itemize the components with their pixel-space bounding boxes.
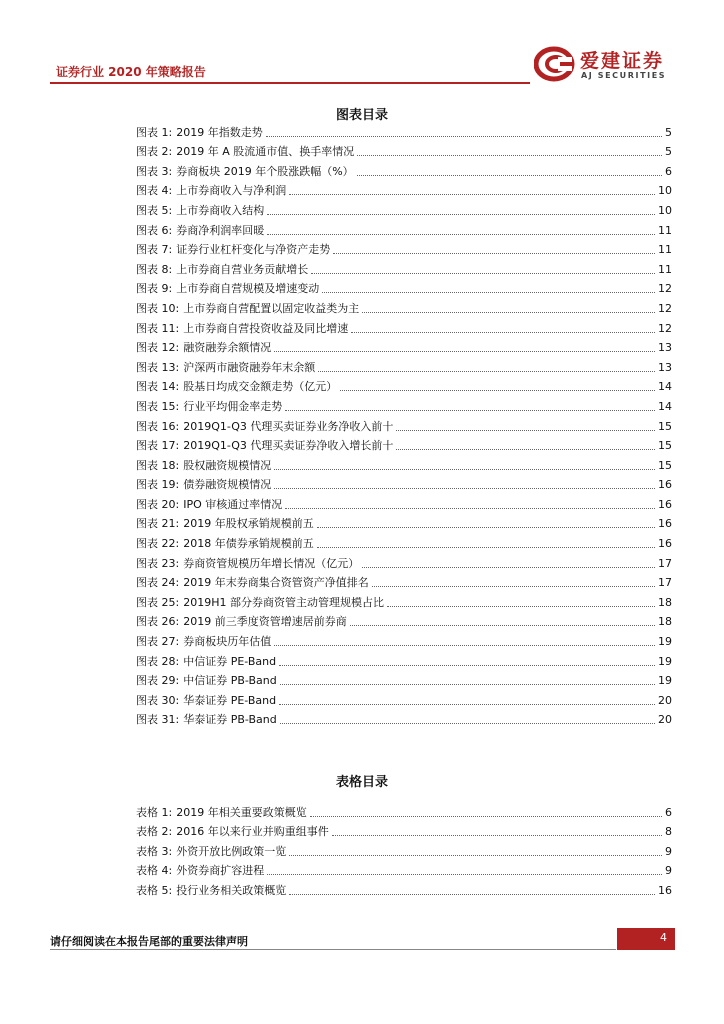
toc-entry[interactable] xyxy=(136,257,672,277)
toc-entry[interactable] xyxy=(136,820,672,840)
toc-entry-page: 12 xyxy=(658,282,672,296)
toc-entry-title: 股基日均成交金额走势（亿元） xyxy=(183,380,338,394)
toc-entry-label: 图表 23: xyxy=(136,556,180,570)
toc-entry-title: 投行业务相关政策概览 xyxy=(176,883,287,897)
toc-entry-page: 20 xyxy=(658,693,672,707)
toc-leader-dots xyxy=(289,894,655,895)
toc-entry-page: 19 xyxy=(658,674,672,688)
toc-entry-label: 图表 28: xyxy=(136,654,180,668)
toc-entry[interactable] xyxy=(136,649,672,669)
toc-entry[interactable] xyxy=(136,198,672,218)
toc-entry-label: 图表 7: xyxy=(136,243,173,257)
toc-entry-title: 上市券商自营业务贡献增长 xyxy=(176,262,309,276)
toc-entry-page: 11 xyxy=(658,243,672,257)
toc-entry-title: 2019 年指数走势 xyxy=(176,125,263,139)
toc-leader-dots xyxy=(350,625,655,626)
toc-entry-title: 股权融资规模情况 xyxy=(183,458,272,472)
toc-entry-page: 20 xyxy=(658,713,672,727)
toc-leader-dots xyxy=(333,253,655,254)
toc-leader-dots xyxy=(274,351,655,352)
toc-entry-page: 6 xyxy=(665,164,672,178)
toc-entry[interactable] xyxy=(136,571,672,591)
toc-entry-label: 图表 16: xyxy=(136,419,180,433)
toc-entry[interactable] xyxy=(136,839,672,859)
toc-entry-title: 2016 年以来行业并购重组事件 xyxy=(176,825,329,839)
toc-entry-page: 9 xyxy=(665,864,672,878)
toc-entry-page: 5 xyxy=(665,125,672,139)
toc-entry[interactable] xyxy=(136,878,672,898)
toc-entry-page: 17 xyxy=(658,576,672,590)
toc-leader-dots xyxy=(372,586,655,587)
toc-entry-title: 券商净利润率回暖 xyxy=(176,223,265,237)
toc-entry-title: 上市券商自营投资收益及同比增速 xyxy=(183,321,349,335)
toc-entry[interactable] xyxy=(136,394,672,414)
toc-entry-page: 13 xyxy=(658,360,672,374)
toc-leader-dots xyxy=(332,835,662,836)
toc-entry-page: 12 xyxy=(658,321,672,335)
toc-entry-page: 12 xyxy=(658,301,672,315)
toc-entry-title: 外资券商扩容进程 xyxy=(176,864,265,878)
toc-entry-page: 16 xyxy=(658,883,672,897)
toc-leader-dots xyxy=(267,874,662,875)
toc-entry[interactable] xyxy=(136,512,672,532)
toc-entry-page: 9 xyxy=(665,844,672,858)
toc-entry-title: 上市券商收入与净利润 xyxy=(176,184,287,198)
toc-entry[interactable] xyxy=(136,453,672,473)
toc-entry-page: 16 xyxy=(658,497,672,511)
toc-entry[interactable] xyxy=(136,800,672,820)
toc-entry-label: 图表 9: xyxy=(136,282,173,296)
toc-entry-label: 图表 21: xyxy=(136,517,180,531)
toc-entry-page: 19 xyxy=(658,654,672,668)
toc-entry[interactable] xyxy=(136,492,672,512)
toc-leader-dots xyxy=(351,332,655,333)
toc-entry-title: 融资融券余额情况 xyxy=(183,341,272,355)
toc-entry-title: 2019H1 部分券商资管主动管理规模占比 xyxy=(183,595,384,609)
toc-leader-dots xyxy=(279,665,655,666)
toc-entry-label: 图表 8: xyxy=(136,262,173,276)
toc-entry-title: IPO 审核通过率情况 xyxy=(183,497,283,511)
figures-toc-list xyxy=(136,120,672,727)
toc-leader-dots xyxy=(340,390,655,391)
page-number: 4 xyxy=(660,931,667,944)
toc-entry[interactable] xyxy=(136,551,672,571)
toc-entry[interactable] xyxy=(136,336,672,356)
toc-entry[interactable] xyxy=(136,708,672,728)
toc-entry-label: 表格 5: xyxy=(136,883,173,897)
toc-entry-page: 14 xyxy=(658,380,672,394)
toc-entry-title: 债券融资规模情况 xyxy=(183,478,272,492)
toc-leader-dots xyxy=(322,292,655,293)
logo-chinese-name: 爱建证券 xyxy=(580,50,665,72)
toc-entry-title: 2019 年股权承销规模前五 xyxy=(183,517,314,531)
toc-entry-page: 18 xyxy=(658,615,672,629)
toc-leader-dots xyxy=(274,469,655,470)
toc-entry-title: 2019 前三季度资管增速居前券商 xyxy=(183,615,347,629)
toc-entry-label: 图表 5: xyxy=(136,203,173,217)
toc-entry-label: 图表 3: xyxy=(136,164,173,178)
toc-entry-page: 16 xyxy=(658,517,672,531)
toc-entry-label: 图表 30: xyxy=(136,693,180,707)
toc-entry-label: 图表 4: xyxy=(136,184,173,198)
toc-leader-dots xyxy=(267,214,655,215)
toc-entry[interactable] xyxy=(136,316,672,336)
toc-leader-dots xyxy=(310,816,662,817)
toc-entry[interactable] xyxy=(136,238,672,258)
toc-entry-page: 15 xyxy=(658,439,672,453)
toc-entry-page: 15 xyxy=(658,419,672,433)
toc-entry-title: 上市券商自营规模及增速变动 xyxy=(176,282,320,296)
toc-leader-dots xyxy=(285,508,655,509)
toc-entry[interactable] xyxy=(136,218,672,238)
toc-entry[interactable] xyxy=(136,610,672,630)
brand-logo xyxy=(534,44,684,84)
toc-entry[interactable] xyxy=(136,669,672,689)
toc-entry[interactable] xyxy=(136,414,672,434)
toc-leader-dots xyxy=(279,704,655,705)
toc-entry[interactable] xyxy=(136,590,672,610)
toc-entry[interactable] xyxy=(136,296,672,316)
toc-entry-label: 图表 22: xyxy=(136,537,180,551)
toc-entry-label: 图表 1: xyxy=(136,125,173,139)
toc-leader-dots xyxy=(362,567,655,568)
toc-entry-label: 图表 20: xyxy=(136,497,180,511)
page-number-badge xyxy=(617,928,675,950)
toc-leader-dots xyxy=(357,175,662,176)
toc-entry-label: 图表 18: xyxy=(136,458,180,472)
toc-leader-dots xyxy=(311,273,655,274)
toc-entry[interactable] xyxy=(136,859,672,879)
toc-leader-dots xyxy=(318,371,655,372)
toc-entry-title: 上市券商收入结构 xyxy=(176,203,265,217)
toc-entry[interactable] xyxy=(136,159,672,179)
toc-entry-page: 18 xyxy=(658,595,672,609)
toc-leader-dots xyxy=(266,136,662,137)
toc-entry-label: 图表 31: xyxy=(136,713,180,727)
toc-entry-page: 11 xyxy=(658,262,672,276)
toc-leader-dots xyxy=(387,606,655,607)
toc-entry[interactable] xyxy=(136,688,672,708)
toc-entry-title: 外资开放比例政策一览 xyxy=(176,844,287,858)
toc-entry-title: 上市券商自营配置以固定收益类为主 xyxy=(183,301,360,315)
toc-entry-label: 图表 17: xyxy=(136,439,180,453)
toc-entry-page: 15 xyxy=(658,458,672,472)
toc-entry-title: 沪深两市融资融券年末余额 xyxy=(183,360,316,374)
legal-disclaimer: 请仔细阅读在本报告尾部的重要法律声明 xyxy=(50,935,248,948)
toc-entry-label: 图表 10: xyxy=(136,301,180,315)
toc-leader-dots xyxy=(362,312,655,313)
toc-leader-dots xyxy=(317,527,655,528)
logo-mark-icon xyxy=(534,44,578,84)
toc-entry[interactable] xyxy=(136,375,672,395)
toc-entry-page: 16 xyxy=(658,537,672,551)
figures-toc-title: 图表目录 xyxy=(335,108,388,123)
toc-entry-title: 中信证券 PE-Band xyxy=(183,654,277,668)
toc-entry-label: 图表 12: xyxy=(136,341,180,355)
toc-entry-title: 2019 年末券商集合资管资产净值排名 xyxy=(183,576,369,590)
toc-entry-title: 券商板块历年估值 xyxy=(183,635,272,649)
toc-leader-dots xyxy=(280,684,655,685)
toc-entry-label: 图表 27: xyxy=(136,635,180,649)
toc-entry[interactable] xyxy=(136,120,672,140)
toc-entry-label: 表格 4: xyxy=(136,864,173,878)
toc-entry-label: 图表 25: xyxy=(136,595,180,609)
toc-entry-label: 图表 19: xyxy=(136,478,180,492)
toc-entry-title: 券商资管规模历年增长情况（亿元） xyxy=(183,556,360,570)
toc-entry-label: 表格 2: xyxy=(136,825,173,839)
toc-entry-title: 2019 年 A 股流通市值、换手率情况 xyxy=(176,145,355,159)
tables-toc-list xyxy=(136,800,672,898)
toc-leader-dots xyxy=(289,194,655,195)
toc-entry-page: 6 xyxy=(665,805,672,819)
toc-entry-label: 图表 6: xyxy=(136,223,173,237)
toc-entry-title: 2018 年债券承销规模前五 xyxy=(183,537,314,551)
toc-entry[interactable] xyxy=(136,179,672,199)
toc-entry-title: 华泰证券 PE-Band xyxy=(183,693,277,707)
toc-entry-title: 2019Q1-Q3 代理买卖证券业务净收入前十 xyxy=(183,419,394,433)
toc-entry-page: 5 xyxy=(665,145,672,159)
toc-leader-dots xyxy=(267,234,655,235)
toc-entry-title: 中信证券 PB-Band xyxy=(183,674,277,688)
toc-entry-label: 表格 3: xyxy=(136,844,173,858)
toc-entry-page: 16 xyxy=(658,478,672,492)
toc-leader-dots xyxy=(396,430,655,431)
logo-english-name: AJ SECURITIES xyxy=(581,71,667,80)
toc-entry-page: 11 xyxy=(658,223,672,237)
toc-entry-page: 14 xyxy=(658,399,672,413)
toc-entry-page: 8 xyxy=(665,825,672,839)
toc-entry[interactable] xyxy=(136,277,672,297)
toc-entry-page: 17 xyxy=(658,556,672,570)
toc-entry-title: 2019Q1-Q3 代理买卖证券净收入增长前十 xyxy=(183,439,394,453)
toc-entry-label: 图表 26: xyxy=(136,615,180,629)
toc-entry-label: 图表 29: xyxy=(136,674,180,688)
toc-entry-title: 券商板块 2019 年个股涨跌幅（%） xyxy=(176,164,354,178)
toc-leader-dots xyxy=(317,547,655,548)
toc-leader-dots xyxy=(274,488,655,489)
toc-entry-label: 图表 2: xyxy=(136,145,173,159)
toc-leader-dots xyxy=(280,723,655,724)
toc-entry-page: 13 xyxy=(658,341,672,355)
toc-entry[interactable] xyxy=(136,140,672,160)
toc-entry-label: 图表 15: xyxy=(136,399,180,413)
toc-entry[interactable] xyxy=(136,531,672,551)
toc-entry-label: 表格 1: xyxy=(136,805,173,819)
toc-entry-title: 行业平均佣金率走势 xyxy=(183,399,283,413)
toc-entry[interactable] xyxy=(136,473,672,493)
toc-entry[interactable] xyxy=(136,355,672,375)
toc-entry-label: 图表 24: xyxy=(136,576,180,590)
tables-toc-title: 表格目录 xyxy=(335,775,388,790)
toc-leader-dots xyxy=(274,645,655,646)
toc-entry[interactable] xyxy=(136,629,672,649)
toc-entry-title: 华泰证券 PB-Band xyxy=(183,713,277,727)
report-title: 证券行业 2020 年策略报告 xyxy=(56,65,206,79)
toc-entry-label: 图表 14: xyxy=(136,380,180,394)
toc-entry-title: 证券行业杠杆变化与净资产走势 xyxy=(176,243,331,257)
toc-leader-dots xyxy=(285,410,655,411)
toc-entry-label: 图表 13: xyxy=(136,360,180,374)
toc-entry[interactable] xyxy=(136,434,672,454)
toc-entry-title: 2019 年相关重要政策概览 xyxy=(176,805,307,819)
toc-entry-page: 19 xyxy=(658,635,672,649)
toc-entry-label: 图表 11: xyxy=(136,321,180,335)
toc-entry-page: 10 xyxy=(658,203,672,217)
toc-entry-page: 10 xyxy=(658,184,672,198)
footer-divider xyxy=(50,949,616,950)
toc-leader-dots xyxy=(396,449,655,450)
toc-leader-dots xyxy=(289,855,662,856)
toc-leader-dots xyxy=(357,155,662,156)
header-divider xyxy=(50,82,530,84)
